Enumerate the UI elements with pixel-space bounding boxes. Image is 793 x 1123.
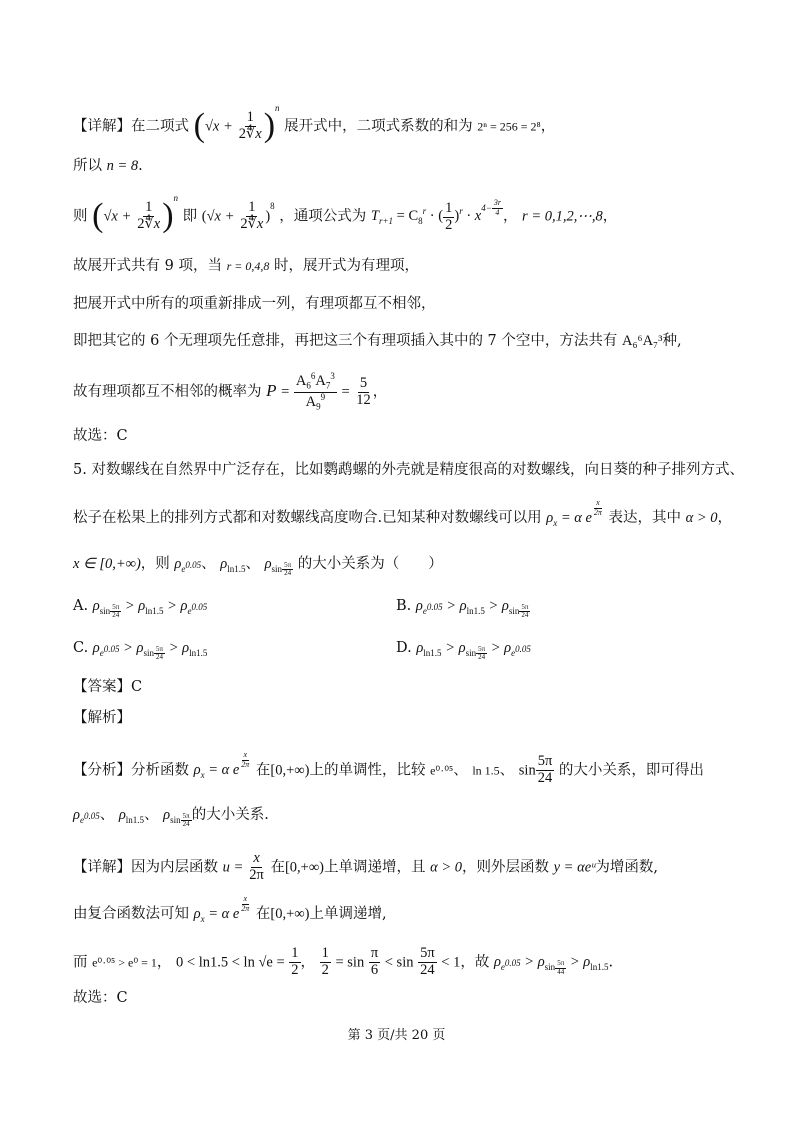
text: ，故 bbox=[460, 954, 490, 971]
math: [0,+∞) bbox=[270, 762, 310, 779]
text: 上单调递增, bbox=[309, 906, 387, 923]
fraction: $\frac{1}{2∜x}$ bbox=[240, 198, 264, 232]
fraction: $\frac{5\pi}{24}$ bbox=[420, 945, 435, 978]
math: y = αeᵘ bbox=[553, 859, 596, 876]
math: = sin bbox=[335, 954, 365, 971]
math: ln 1.5 bbox=[472, 763, 500, 778]
text: 在 bbox=[255, 906, 271, 923]
line-3: 则 (√x + $\frac{1}{2∜x}$ )$^n$ 即 (√x + $\frac{1}{2∜x}$ )$^8$ ，通项公式为 $T_{r+1} = C_8^r$ · ( $\frac{1}{2}$ )$^r \cdot x^{4- \frac{3r}{4}}$ ， r = 0,1,2,⋯,8， bbox=[73, 192, 618, 234]
line-6 bbox=[73, 333, 682, 350]
math: [0,+∞) bbox=[284, 859, 324, 876]
math: [0,+∞) bbox=[270, 906, 310, 923]
text: 【解析】 bbox=[73, 710, 131, 726]
detail-line-2: 由复合函数法可知 $\rho_x = \alpha$ e $^{\frac{x}{2\pi}}$ 在[0,+∞)上单调递增, bbox=[73, 894, 387, 925]
text: 【详解】因为内层函数 bbox=[73, 859, 218, 876]
final-choice bbox=[73, 990, 128, 1007]
text: 的大小关系，即可得出 bbox=[558, 762, 704, 779]
text: ， bbox=[156, 954, 172, 971]
text: 由复合函数法可知 bbox=[73, 906, 189, 923]
text: ，则 bbox=[140, 556, 170, 572]
line-1: 【详解】在二项式 (√x + $\frac{1}{2∜x}$ )$^n$ 展开式中，二项式系数的和为 2ⁿ = 256 = 2⁸， bbox=[73, 102, 556, 144]
option-a[interactable]: A. $\rho_{sin \frac{5\pi}{24}}$ > $\rho_{ln1.5} > \rho_{e^{0.05}}$ bbox=[73, 598, 208, 620]
text: 种, bbox=[662, 333, 682, 349]
math: e⁰·⁰⁵ > e⁰ = 1 bbox=[92, 955, 157, 970]
option-label: B. bbox=[396, 598, 412, 614]
page-footer: 第 3 页/共 20 页 bbox=[347, 1028, 446, 1043]
general-term: $T_{r+1} = C_8^r$ · ( $\frac{1}{2}$ )$^r \cdot x^{4- \frac{3r}{4}}$ bbox=[370, 198, 501, 233]
text: 、 bbox=[453, 762, 468, 779]
text: 、 bbox=[201, 556, 216, 572]
text: . bbox=[608, 954, 614, 971]
math: α > 0 bbox=[685, 510, 718, 527]
text: 5. 对数螺线在自然界中广泛存在，比如鹦鹉螺的外壳就是精度很高的对数螺线，向日葵的种子排列方式、 bbox=[73, 462, 744, 478]
text: ， bbox=[372, 384, 388, 401]
text: 表达，其中 bbox=[608, 510, 682, 527]
text: 则 bbox=[73, 208, 88, 225]
math: 0 < ln1.5 < ln √e = bbox=[176, 954, 285, 971]
math: r = 0,4,8 bbox=[226, 259, 270, 273]
text: ， bbox=[300, 954, 315, 971]
line-2 bbox=[73, 158, 143, 175]
question-5-line-1 bbox=[73, 462, 744, 479]
text: 故选：C bbox=[73, 428, 128, 444]
text: 【答案】C bbox=[73, 679, 143, 695]
text: 【分析】分析函数 bbox=[73, 762, 189, 779]
text: 、 bbox=[245, 556, 260, 572]
text: . bbox=[138, 158, 143, 174]
fraction: $\frac{x}{2\pi}$ bbox=[249, 850, 264, 883]
text: ， bbox=[717, 510, 733, 527]
fraction: $\frac{\pi}{6}$ bbox=[370, 945, 379, 978]
text: 、 bbox=[144, 807, 159, 823]
text: 所以 bbox=[73, 158, 102, 174]
option-b[interactable]: B. $\rho_{e^{0.05}} > \rho_{ln1.5} > \rho_{sin \frac{5\pi}{24}}$ bbox=[396, 598, 529, 620]
question-5-line-3: x ∈ [0,+∞)，则 $\rho_{e^{0.05}}$、 $\rho_{ln1.5}$、 $\rho_{sin \frac{5\pi}{24}}$ 的大小关系为（ ） bbox=[73, 556, 443, 578]
math: x ∈ [0,+∞) bbox=[73, 556, 141, 572]
question-5-line-2 bbox=[73, 498, 733, 529]
text: 、 bbox=[499, 762, 515, 779]
line-5 bbox=[73, 296, 436, 313]
text: 的大小关系. bbox=[191, 807, 269, 823]
math: r = 0,1,2,⋯,8 bbox=[522, 208, 603, 225]
detail-line-1: 【详解】因为内层函数 u = $\frac{x}{2\pi}$ 在[0,+∞)上单调递增，且 α > 0，则外层函数 y = αeᵘ为增函数, bbox=[73, 850, 658, 883]
math: e⁰·⁰⁵ bbox=[430, 763, 454, 778]
text: 故选：C bbox=[73, 990, 128, 1006]
analysis-line-2: $\rho_{e^{0.05}}$、 $\rho_{ln1.5}$、 $\rho_{sin \frac{5\pi}{24}}$ 的大小关系. bbox=[73, 807, 269, 829]
option-c[interactable]: C. $\rho_{e^{0.05}} > \rho_{sin \frac{5\pi}{24}}$ > $\rho_{ln1.5}$ bbox=[73, 640, 208, 662]
text: ， bbox=[602, 208, 618, 225]
paren-left: ( bbox=[193, 107, 205, 144]
text: 上单调递增，且 bbox=[324, 859, 426, 876]
math: 2ⁿ = 256 = 2⁸ bbox=[477, 119, 541, 134]
text: ， bbox=[540, 118, 556, 135]
text: 即把其它的 6 个无理项先任意排，再把这三个有理项插入其中的 7 个空中，方法共有 bbox=[73, 333, 618, 349]
text: 而 bbox=[73, 954, 88, 971]
math: < sin bbox=[384, 954, 414, 971]
fraction: $\frac{5}{12}$ bbox=[356, 374, 371, 408]
line-8 bbox=[73, 428, 128, 445]
paren-right: ) bbox=[263, 107, 276, 144]
fraction: $\frac{1}{2}$ bbox=[291, 945, 299, 978]
fraction: $\frac{1}{2}$ bbox=[321, 945, 329, 978]
text: 的大小关系为（ ） bbox=[297, 556, 443, 572]
option-d[interactable]: D. $\rho_{ln1.5} > \rho_{sin \frac{5\pi}{24}}$ > $\rho_{e^{0.05}}$ bbox=[396, 640, 531, 662]
answer bbox=[73, 679, 142, 696]
text: 松子在松果上的排列方式都和对数螺线高度吻合.已知某种对数螺线可以用 bbox=[73, 510, 542, 527]
line-4 bbox=[73, 258, 419, 275]
fraction: $\frac{A_6^6A_7^3}{A_9^9}$ bbox=[295, 371, 335, 412]
math: < 1 bbox=[441, 954, 461, 971]
option-label: A. bbox=[73, 598, 89, 614]
text: 时，展开式为有理项， bbox=[273, 258, 419, 274]
analysis-line-1: 【分析】分析函数 $\rho_x = \alpha$ e $^{\frac{x}{2\pi}}$ 在[0,+∞)上的单调性，比较 e⁰·⁰⁵、 ln 1.5、 sin $\frac{5\pi}{24}$ 的大小关系，即可得出 bbox=[73, 750, 704, 786]
fraction: $\frac{5\pi}{24}$ bbox=[537, 753, 553, 786]
text: 为增函数, bbox=[595, 859, 658, 876]
text: ，则外层函数 bbox=[462, 859, 550, 876]
detail-line-3: 而 e⁰·⁰⁵ > e⁰ = 1， 0 < ln1.5 < ln √e = $\frac{1}{2}$ ， $\frac{1}{2}$ = sin $\frac{\pi}{6}$ < sin $\frac{5\pi}{24}$ < 1，故 $\rho_{e^{0.05}} > \rho_{sin \frac{5\pi}{44}}$ > $\rho_{ln1.5}$. bbox=[73, 945, 614, 978]
text: 在 bbox=[270, 859, 285, 876]
text: 即 bbox=[182, 208, 198, 225]
text: 故展开式共有 9 项，当 bbox=[73, 258, 222, 274]
math: n = 8 bbox=[106, 158, 139, 174]
formula: $\rho_x = \alpha$ e $^{\frac{x}{2\pi}}$ bbox=[546, 498, 602, 529]
math: A₆⁶A₇³ bbox=[622, 333, 663, 349]
option-label: C. bbox=[73, 640, 89, 656]
text: 展开式中，二项式系数的和为 bbox=[284, 118, 473, 135]
text: 故有理项都互不相邻的概率为 bbox=[73, 384, 262, 401]
text: 把展开式中所有的项重新排成一列，有理项都互不相邻， bbox=[73, 296, 436, 312]
fraction: $\frac{1}{2∜x}$ bbox=[238, 108, 262, 142]
text: 上的单调性，比较 bbox=[309, 762, 426, 779]
text: ，通项公式为 bbox=[279, 208, 367, 225]
fraction: $\frac{1}{2∜x}$ bbox=[137, 198, 161, 232]
text: 【详解】在二项式 bbox=[73, 118, 189, 135]
text: 在 bbox=[255, 762, 271, 779]
option-label: D. bbox=[396, 640, 412, 656]
math: α > 0 bbox=[430, 859, 463, 876]
text: 、 bbox=[99, 807, 115, 823]
text: ， bbox=[502, 208, 518, 225]
analysis-heading bbox=[73, 710, 131, 727]
line-7: 故有理项都互不相邻的概率为 P = $\frac{A_6^6A_7^3}{A_9^9}$ = $\frac{5}{12}$ ， bbox=[73, 371, 388, 412]
